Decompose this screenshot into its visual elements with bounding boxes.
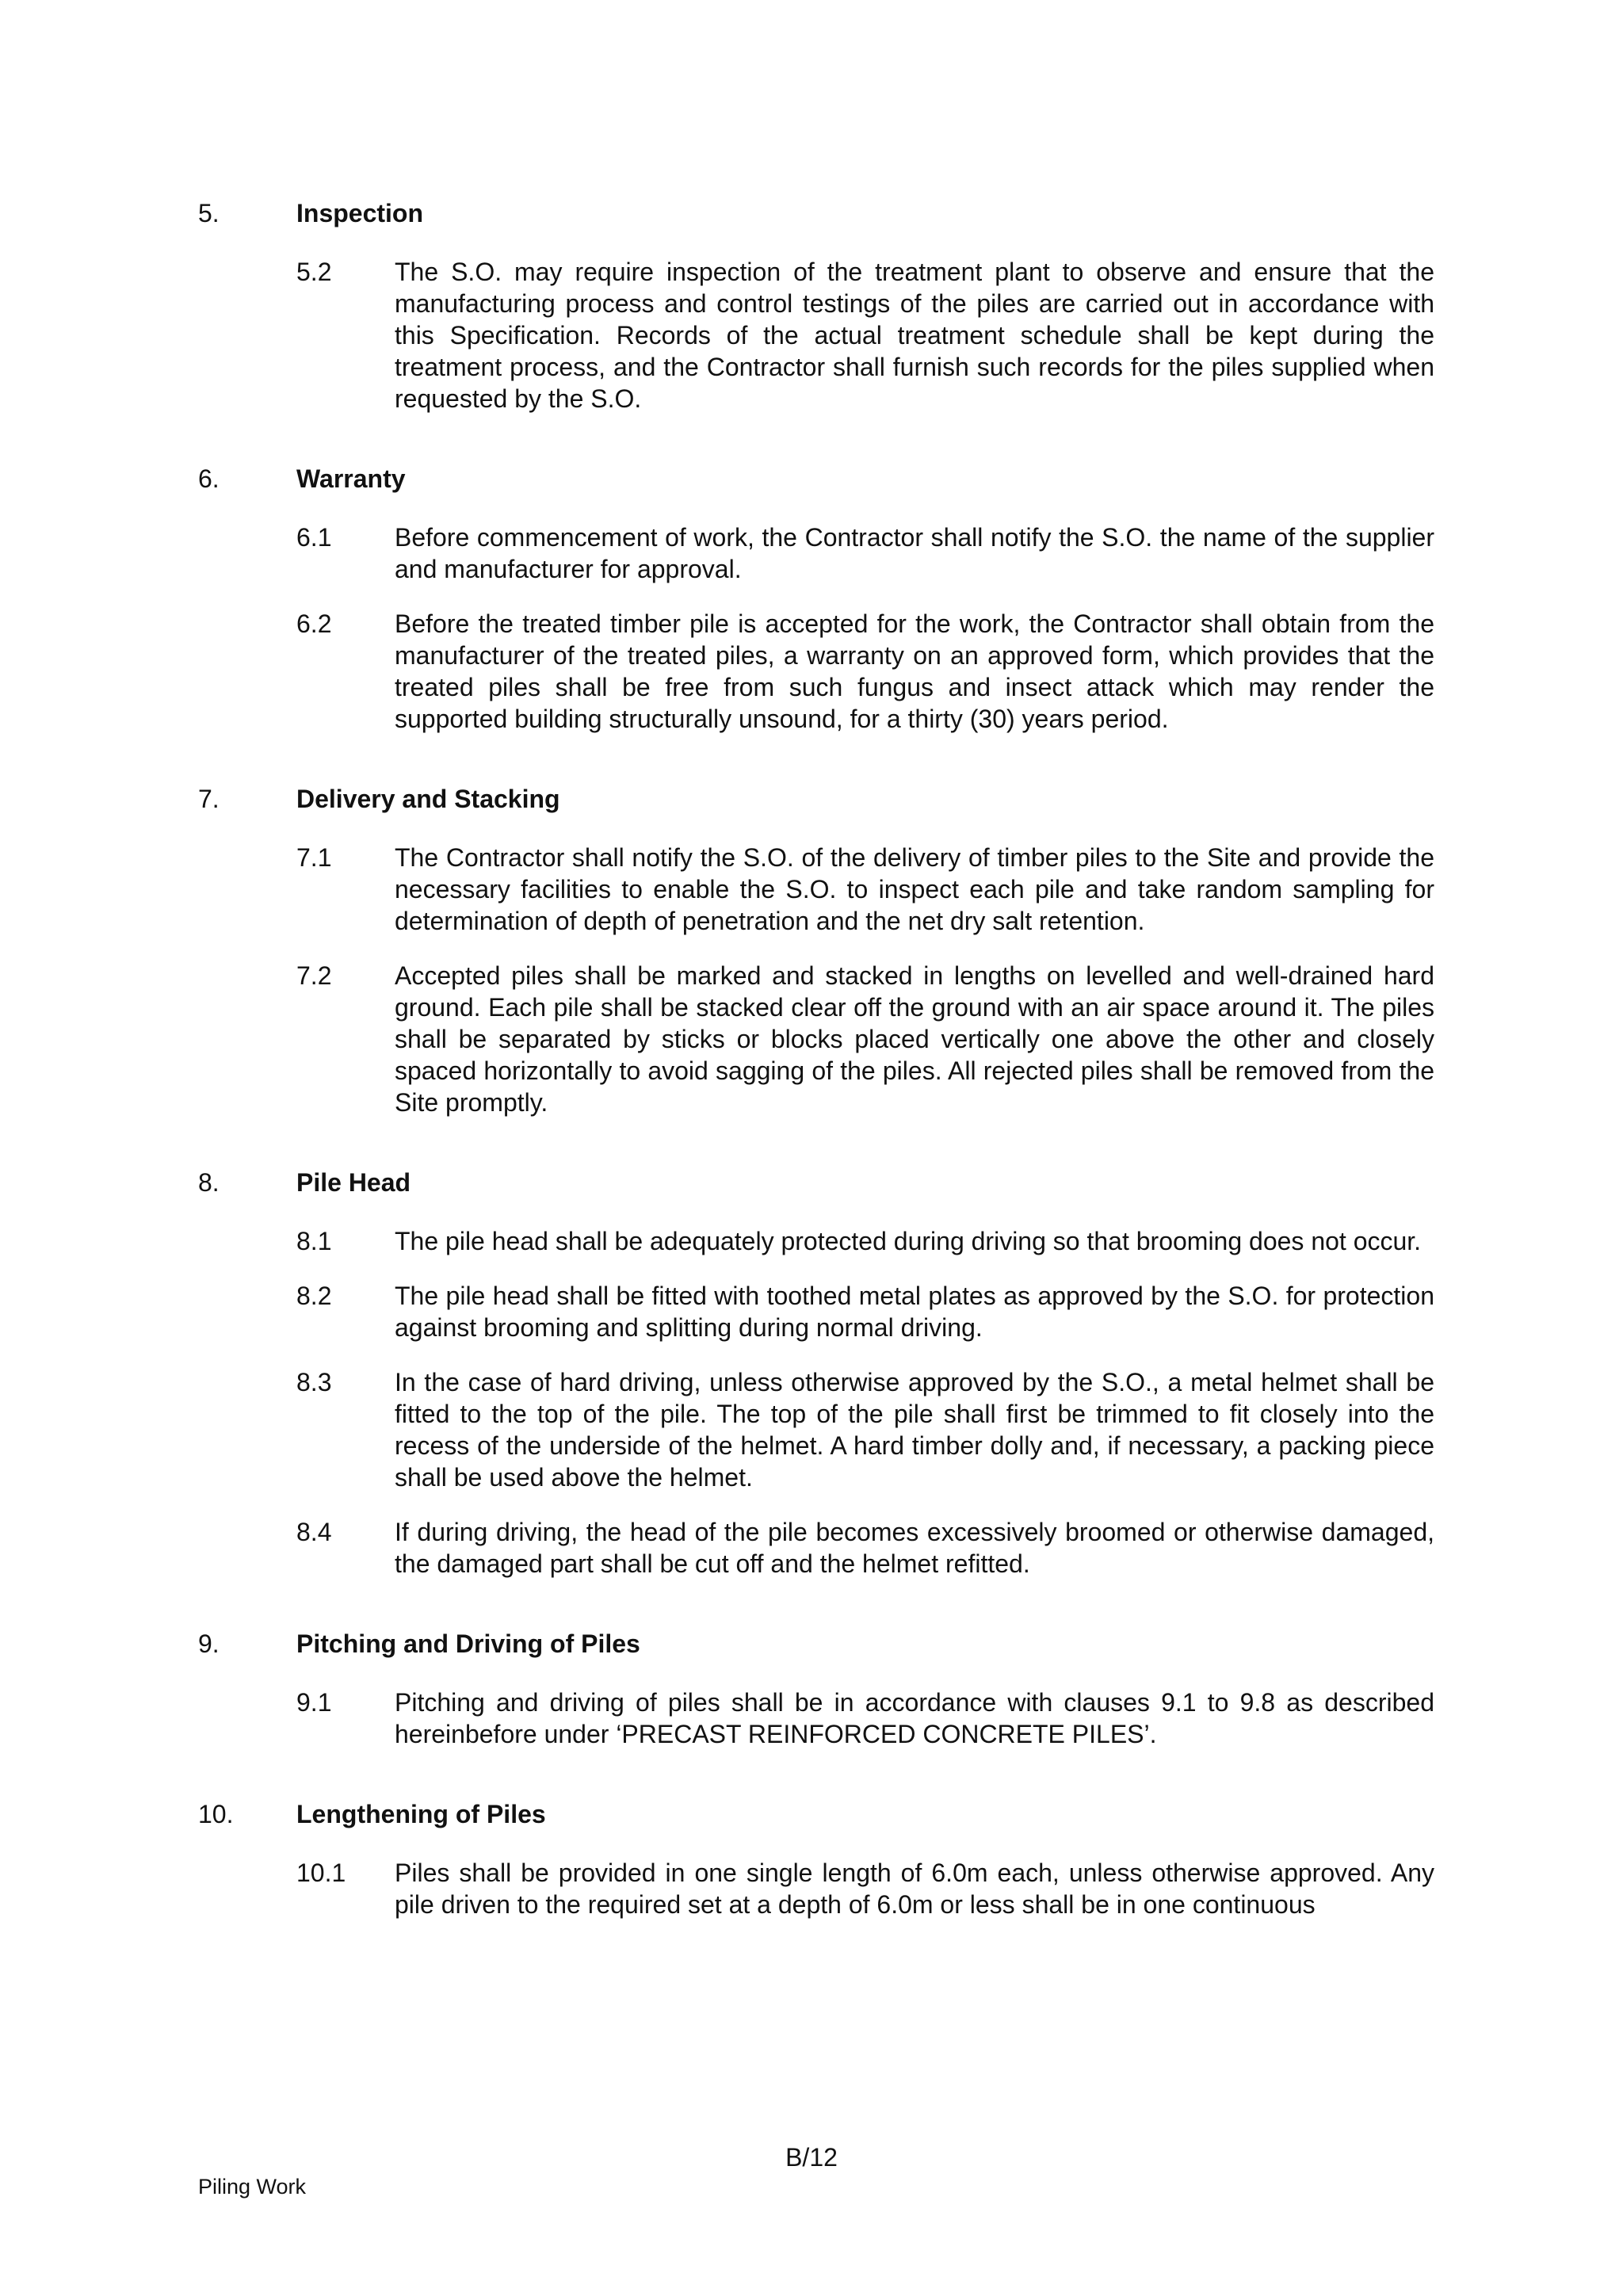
section-5 bbox=[198, 193, 1434, 415]
clause-text: In the case of hard driving, unless otherwise approved by the S.O., a metal helmet shall be fitted to the top of the pile. The top of the pile shall first be trimmed to fit closely into the recess of the underside of the helmet. A hard timber dolly and, if necessary, a packing piece shall be used above the helmet. bbox=[395, 1368, 1434, 1492]
clause-number: 7.1 bbox=[296, 843, 332, 872]
section-number: 6. bbox=[198, 464, 220, 493]
clause-text: The pile head shall be adequately protected during driving so that brooming does not occur. bbox=[395, 1227, 1422, 1255]
clause-8-2 bbox=[198, 1280, 1434, 1343]
clause-7-1 bbox=[198, 842, 1434, 937]
section-heading bbox=[198, 1794, 1434, 1834]
section-10 bbox=[198, 1794, 1434, 1920]
clause-number: 8.3 bbox=[296, 1368, 332, 1396]
section-6 bbox=[198, 459, 1434, 735]
section-8 bbox=[198, 1163, 1434, 1580]
section-heading bbox=[198, 459, 1434, 499]
clause-text: Before commencement of work, the Contractor shall notify the S.O. the name of the supplier and manufacturer for approval. bbox=[395, 523, 1434, 583]
section-number: 8. bbox=[198, 1168, 220, 1197]
section-title: Inspection bbox=[296, 199, 424, 227]
section-title: Lengthening of Piles bbox=[296, 1800, 546, 1828]
clause-number: 8.2 bbox=[296, 1282, 332, 1310]
clause-text: Pitching and driving of piles shall be in accordance with clauses 9.1 to 9.8 as described hereinbefore under ‘PRECAST REINFORCED CONCRETE PILES’. bbox=[395, 1688, 1434, 1748]
clause-text: Piles shall be provided in one single length of 6.0m each, unless otherwise approved. Any pile driven to the required set at a depth of 6.0m or less shall be in one continuous bbox=[395, 1859, 1434, 1919]
section-title: Pile Head bbox=[296, 1168, 411, 1197]
section-title: Pitching and Driving of Piles bbox=[296, 1629, 640, 1658]
clause-number: 6.2 bbox=[296, 609, 332, 638]
clause-number: 6.1 bbox=[296, 523, 332, 552]
document-body bbox=[198, 193, 1434, 1965]
clause-8-1 bbox=[198, 1225, 1434, 1257]
page-number: B/12 bbox=[785, 2143, 838, 2172]
clause-text: Accepted piles shall be marked and stacked in lengths on levelled and well-drained hard ground. Each pile shall be stacked clear off the ground with an air space around it. The piles shall be separated by sticks or blocks placed vertically one above the other and closely spaced horizontally to avoid sagging of the piles. All rejected piles shall be removed from the Site promptly. bbox=[395, 961, 1434, 1117]
clause-6-1 bbox=[198, 521, 1434, 585]
clause-number: 9.1 bbox=[296, 1688, 332, 1717]
clause-number: 7.2 bbox=[296, 961, 332, 990]
clause-text: The pile head shall be fitted with toothed metal plates as approved by the S.O. for protection against brooming and splitting during normal driving. bbox=[395, 1282, 1434, 1342]
clause-text: Before the treated timber pile is accepted for the work, the Contractor shall obtain from the manufacturer of the treated piles, a warranty on an approved form, which provides that the treated piles shall be free from such fungus and insect attack which may render the supported building structurally unsound, for a thirty (30) years period. bbox=[395, 609, 1434, 733]
clause-9-1 bbox=[198, 1687, 1434, 1750]
section-heading bbox=[198, 193, 1434, 233]
section-heading bbox=[198, 779, 1434, 819]
section-number: 10. bbox=[198, 1800, 234, 1828]
clause-number: 10.1 bbox=[296, 1859, 346, 1887]
clause-10-1 bbox=[198, 1857, 1434, 1920]
clause-number: 8.4 bbox=[296, 1518, 332, 1546]
section-heading bbox=[198, 1624, 1434, 1664]
section-title: Delivery and Stacking bbox=[296, 785, 560, 813]
section-heading bbox=[198, 1163, 1434, 1202]
section-7 bbox=[198, 779, 1434, 1118]
clause-text: If during driving, the head of the pile becomes excessively broomed or otherwise damaged, the damaged part shall be cut off and the helmet refitted. bbox=[395, 1518, 1434, 1578]
section-number: 7. bbox=[198, 785, 220, 813]
clause-7-2 bbox=[198, 960, 1434, 1118]
clause-text: The Contractor shall notify the S.O. of the delivery of timber piles to the Site and provide the necessary facilities to enable the S.O. to inspect each pile and take random sampling for determination of depth of penetration and the net dry salt retention. bbox=[395, 843, 1434, 935]
section-9 bbox=[198, 1624, 1434, 1750]
footer-text: Piling Work bbox=[198, 2175, 307, 2199]
section-number: 9. bbox=[198, 1629, 220, 1658]
clause-8-3 bbox=[198, 1366, 1434, 1493]
clause-6-2 bbox=[198, 608, 1434, 735]
section-number: 5. bbox=[198, 199, 220, 227]
clause-8-4 bbox=[198, 1516, 1434, 1580]
clause-number: 5.2 bbox=[296, 258, 332, 286]
clause-number: 8.1 bbox=[296, 1227, 332, 1255]
section-title: Warranty bbox=[296, 464, 406, 493]
clause-5-2 bbox=[198, 256, 1434, 415]
clause-text: The S.O. may require inspection of the treatment plant to observe and ensure that the manufacturing process and control testings of the piles are carried out in accordance with this Specification. Records of the actual treatment schedule shall be kept during the treatment process, and the Contractor shall furnish such records for the piles supplied when requested by the S.O. bbox=[395, 258, 1434, 413]
